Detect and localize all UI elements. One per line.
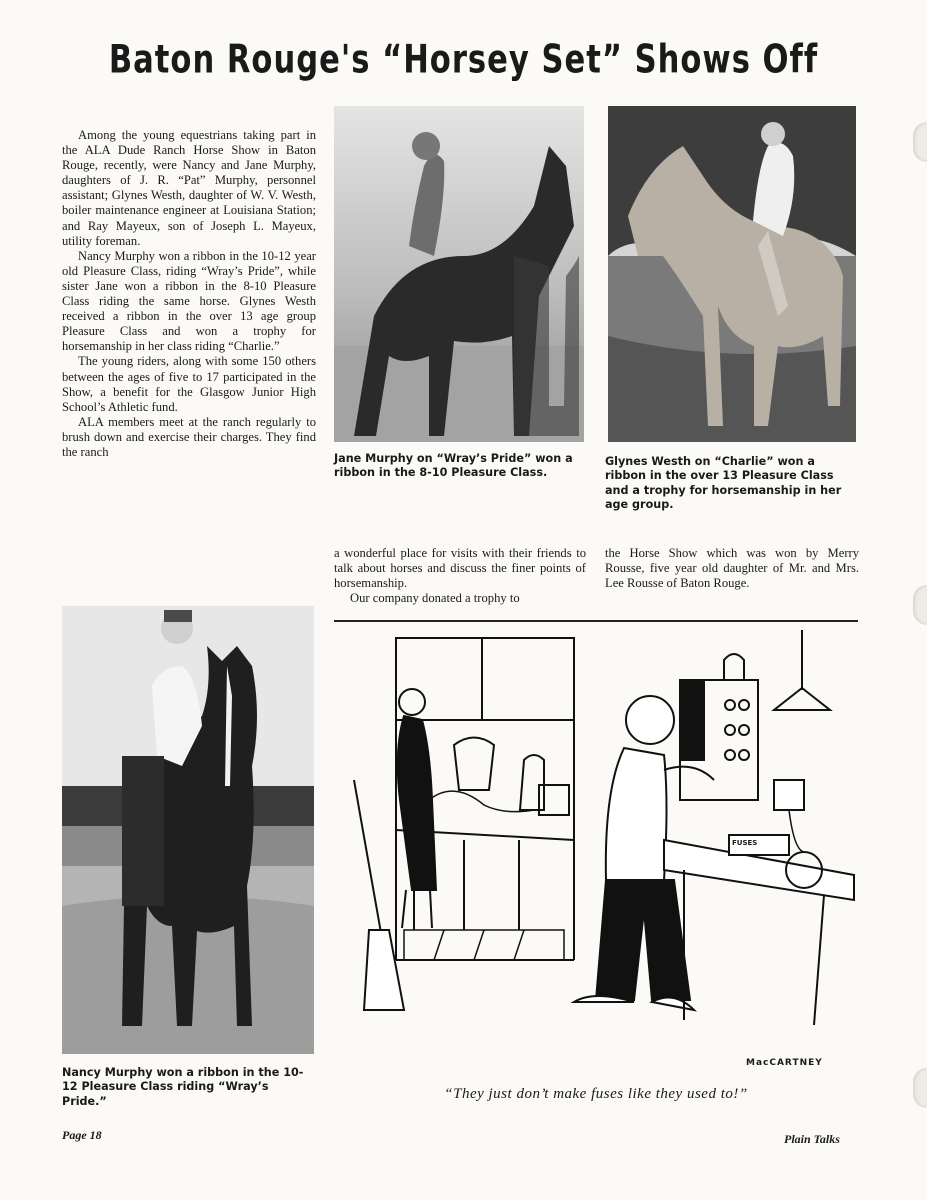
- photo-nancy-murphy: [62, 606, 314, 1054]
- binder-hole: [913, 1068, 927, 1108]
- paragraph: a wonderful place for visits with their friends to talk about horses and discuss the finer points of horsemanship.: [334, 546, 586, 591]
- binder-hole: [913, 122, 927, 162]
- paragraph: the Horse Show which was won by Merry Rousse, five year old daughter of Mr. and Mrs. Lee Rousse of Baton Rouge.: [605, 546, 859, 591]
- binder-hole: [913, 585, 927, 625]
- paragraph: Our company donated a trophy to: [350, 591, 520, 606]
- caption-nancy-murphy: Nancy Murphy won a ribbon in the 10-12 Pleasure Class riding “Wray’s Pride.”: [62, 1066, 304, 1108]
- photo-jane-murphy: [334, 106, 584, 442]
- caption-glynes-westh: Glynes Westh on “Charlie” won a ribbon in the over 13 Pleasure Class and a trophy for horsemanship in her age group.: [605, 455, 842, 512]
- article-column-2: [334, 546, 586, 606]
- paragraph: Nancy Murphy won a ribbon in the 10-12 year old Pleasure Class, riding “Wray’s Pride”, while sister Jane won a ribbon in the 8-10 Pleasure Class riding the same horse. Glynes Westh received a ribbon in the over 13 age group Pleasure Class and won a trophy for horsemanship in her class riding “Charlie.”: [62, 248, 316, 354]
- article-column-3: [605, 546, 859, 591]
- cartoonist-signature: MacCARTNEY: [746, 1058, 823, 1068]
- paragraph: Among the young equestrians taking part in the ALA Dude Ranch Horse Show in Baton Rouge, recently, were Nancy and Jane Murphy, daughters of J. R. “Pat” Murphy, personnel assistant; Glynes Westh, daughter of W. V. Westh, boiler maintenance engineer at Louisiana Station; and Ray Mayeux, son of Joseph L. Mayeux, utility foreman.: [62, 128, 316, 248]
- article-column-1: [62, 128, 316, 460]
- publication-name: Plain Talks: [784, 1132, 840, 1146]
- paragraph: ALA members meet at the ranch regularly to brush down and exercise their charges. They find the ranch: [62, 414, 316, 459]
- headline: Baton Rouge's “Horsey Set” Shows Off: [108, 37, 819, 83]
- page-number: Page 18: [62, 1128, 102, 1142]
- photo-glynes-westh: [608, 106, 856, 442]
- cartoon-illustration: [334, 630, 858, 1068]
- divider: [334, 620, 858, 622]
- paragraph: The young riders, along with some 150 others between the ages of five to 17 participated in the Show, a benefit for the Glasgow Junior High School’s Athletic fund.: [62, 354, 316, 414]
- fuse-label: FUSES: [732, 839, 758, 847]
- cartoon-caption: “They just don’t make fuses like they used to!”: [444, 1086, 748, 1102]
- caption-jane-murphy: Jane Murphy on “Wray’s Pride” won a ribbon in the 8-10 Pleasure Class.: [334, 452, 573, 480]
